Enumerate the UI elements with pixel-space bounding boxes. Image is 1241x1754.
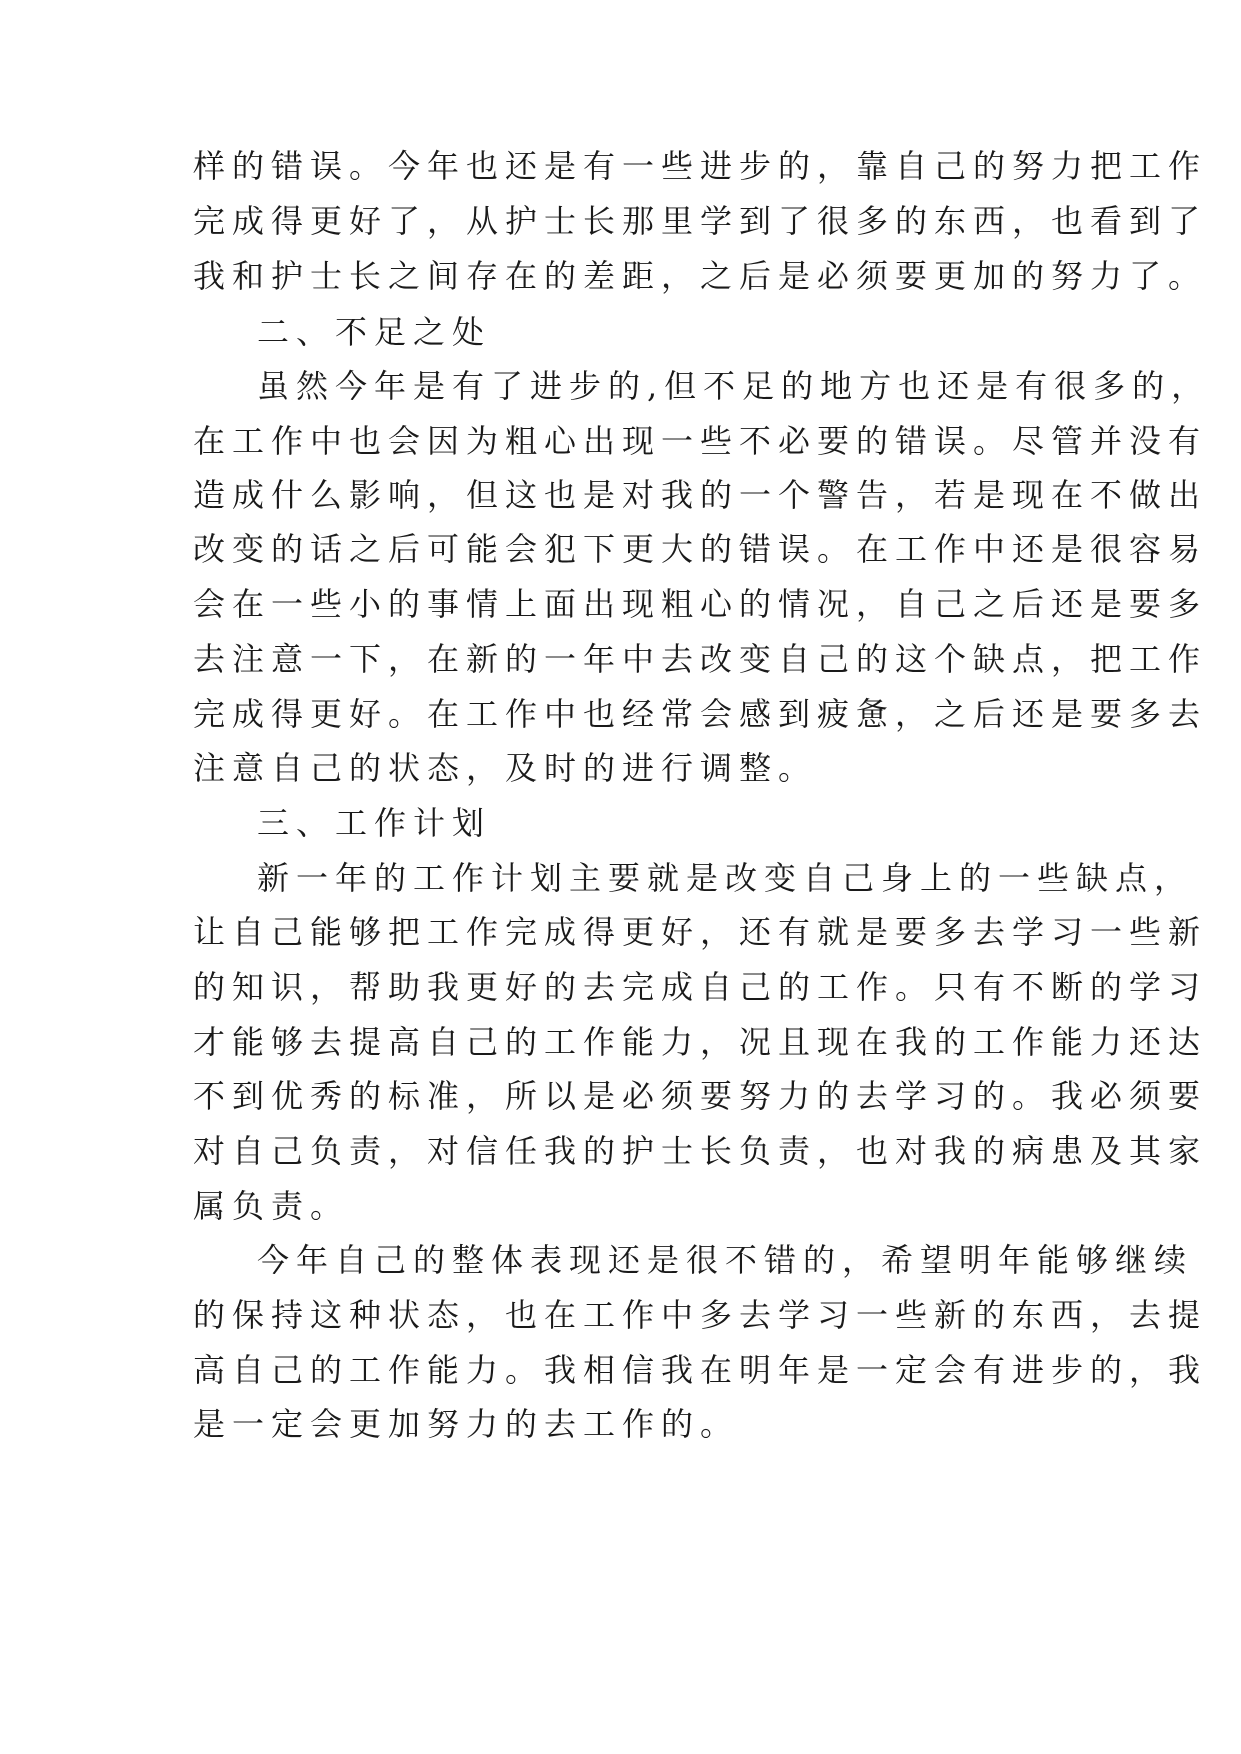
text-line: 虽然今年是有了进步的,但不足的地方也还是有很多的， <box>257 367 1211 405</box>
text-line: 完成得更好了，从护士长那里学到了很多的东西，也看到了 <box>193 202 1208 240</box>
text-line: 不到优秀的标准，所以是必须要努力的去学习的。我必须要 <box>193 1077 1208 1115</box>
text-line: 会在一些小的事情上面出现粗心的情况，自己之后还是要多 <box>193 585 1208 623</box>
text-line: 高自己的工作能力。我相信我在明年是一定会有进步的，我 <box>193 1351 1208 1389</box>
text-line: 在工作中也会因为粗心出现一些不必要的错误。尽管并没有 <box>193 422 1208 460</box>
text-line: 今年自己的整体表现还是很不错的，希望明年能够继续 <box>257 1241 1194 1279</box>
text-line: 让自己能够把工作完成得更好，还有就是要多去学习一些新 <box>193 913 1208 951</box>
text-line: 新一年的工作计划主要就是改变自己身上的一些缺点， <box>257 859 1194 897</box>
text-line: 才能够去提高自己的工作能力，况且现在我的工作能力还达 <box>193 1023 1208 1061</box>
text-line: 去注意一下，在新的一年中去改变自己的这个缺点，把工作 <box>193 640 1208 678</box>
text-line: 是一定会更加努力的去工作的。 <box>193 1405 740 1443</box>
text-line: 属负责。 <box>193 1187 350 1225</box>
text-line: 完成得更好。在工作中也经常会感到疲惫，之后还是要多去 <box>193 695 1208 733</box>
text-line: 对自己负责，对信任我的护士长负责，也对我的病患及其家 <box>193 1132 1208 1170</box>
text-line: 注意自己的状态，及时的进行调整。 <box>193 749 818 787</box>
text-line: 我和护士长之间存在的差距，之后是必须要更加的努力了。 <box>193 257 1208 295</box>
text-line: 的知识，帮助我更好的去完成自己的工作。只有不断的学习 <box>193 968 1208 1006</box>
text-line: 造成什么影响，但这也是对我的一个警告，若是现在不做出 <box>193 476 1208 514</box>
section-heading: 二、不足之处 <box>257 313 492 351</box>
text-line: 的保持这种状态，也在工作中多去学习一些新的东西，去提 <box>193 1296 1208 1334</box>
section-heading: 三、工作计划 <box>257 804 492 842</box>
text-line: 改变的话之后可能会犯下更大的错误。在工作中还是很容易 <box>193 530 1208 568</box>
text-line: 样的错误。今年也还是有一些进步的，靠自己的努力把工作 <box>193 147 1208 185</box>
